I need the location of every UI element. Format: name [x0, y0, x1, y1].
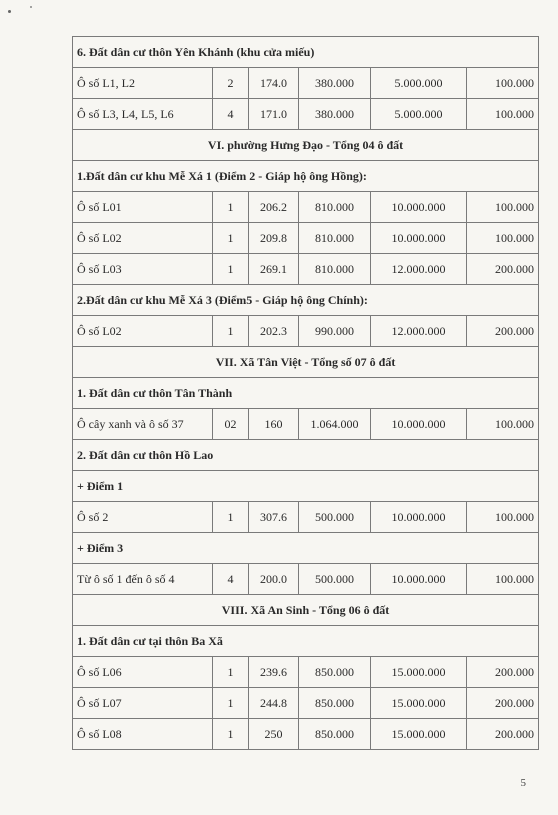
table-row: [73, 68, 539, 99]
area-cell: 202.3: [249, 316, 299, 347]
page-number: 5: [520, 777, 526, 789]
area-cell: 244.8: [249, 688, 299, 719]
table-row: [73, 316, 539, 347]
unit-price-cell: 810.000: [299, 254, 371, 285]
section-row: [73, 161, 539, 192]
starting-price-cell: 10.000.000: [371, 502, 467, 533]
table-row: [73, 223, 539, 254]
table-row: [73, 254, 539, 285]
unit-price-cell: 380.000: [299, 68, 371, 99]
region-heading-row: [73, 595, 539, 626]
area-cell: 209.8: [249, 223, 299, 254]
unit-price-cell: 1.064.000: [299, 409, 371, 440]
starting-price-cell: 12.000.000: [371, 316, 467, 347]
deposit-cell: 100.000: [467, 223, 539, 254]
section-row: [73, 37, 539, 68]
starting-price-cell: 5.000.000: [371, 99, 467, 130]
lot-name-cell: Ô số L02: [73, 316, 213, 347]
lot-count-cell: 1: [213, 316, 249, 347]
section-title: 1. Đất dân cư tại thôn Ba Xã: [73, 626, 539, 657]
lot-count-cell: 1: [213, 254, 249, 285]
deposit-cell: 100.000: [467, 502, 539, 533]
section-title: 2. Đất dân cư thôn Hồ Lao: [73, 440, 539, 471]
land-auction-table: [72, 36, 539, 750]
table-row: [73, 564, 539, 595]
lot-count-cell: 1: [213, 719, 249, 750]
lot-name-cell: Ô số 2: [73, 502, 213, 533]
lot-name-cell: Ô số L1, L2: [73, 68, 213, 99]
scan-speck: [30, 6, 32, 8]
region-heading-row: [73, 347, 539, 378]
area-cell: 269.1: [249, 254, 299, 285]
lot-name-cell: Ô số L02: [73, 223, 213, 254]
starting-price-cell: 10.000.000: [371, 223, 467, 254]
region-heading: VIII. Xã An Sinh - Tổng 06 ô đất: [73, 595, 539, 626]
table-row: [73, 409, 539, 440]
lot-name-cell: Ô cây xanh và ô số 37: [73, 409, 213, 440]
table-row: [73, 657, 539, 688]
starting-price-cell: 12.000.000: [371, 254, 467, 285]
region-heading: VI. phường Hưng Đạo - Tổng 04 ô đất: [73, 130, 539, 161]
starting-price-cell: 10.000.000: [371, 564, 467, 595]
unit-price-cell: 850.000: [299, 688, 371, 719]
lot-name-cell: Từ ô số 1 đến ô số 4: [73, 564, 213, 595]
lot-count-cell: 1: [213, 688, 249, 719]
area-cell: 307.6: [249, 502, 299, 533]
unit-price-cell: 500.000: [299, 564, 371, 595]
lot-count-cell: 02: [213, 409, 249, 440]
unit-price-cell: 990.000: [299, 316, 371, 347]
section-title: 6. Đất dân cư thôn Yên Khánh (khu cửa miếu): [73, 37, 539, 68]
lot-name-cell: Ô số L03: [73, 254, 213, 285]
starting-price-cell: 15.000.000: [371, 688, 467, 719]
subpoint-label: + Điểm 3: [73, 533, 539, 564]
starting-price-cell: 15.000.000: [371, 657, 467, 688]
table-row: [73, 688, 539, 719]
deposit-cell: 100.000: [467, 192, 539, 223]
lot-count-cell: 4: [213, 99, 249, 130]
unit-price-cell: 380.000: [299, 99, 371, 130]
deposit-cell: 100.000: [467, 68, 539, 99]
starting-price-cell: 5.000.000: [371, 68, 467, 99]
table-row: [73, 192, 539, 223]
scan-speck: [8, 10, 11, 13]
lot-count-cell: 1: [213, 657, 249, 688]
subpoint-row: [73, 471, 539, 502]
subpoint-row: [73, 533, 539, 564]
lot-name-cell: Ô số L07: [73, 688, 213, 719]
table-row: [73, 502, 539, 533]
deposit-cell: 100.000: [467, 409, 539, 440]
section-row: [73, 378, 539, 409]
lot-count-cell: 1: [213, 192, 249, 223]
lot-count-cell: 4: [213, 564, 249, 595]
deposit-cell: 100.000: [467, 564, 539, 595]
area-cell: 171.0: [249, 99, 299, 130]
starting-price-cell: 15.000.000: [371, 719, 467, 750]
section-title: 2.Đất dân cư khu Mễ Xá 3 (Điểm5 - Giáp hộ ông Chính):: [73, 285, 539, 316]
unit-price-cell: 850.000: [299, 719, 371, 750]
section-row: [73, 440, 539, 471]
unit-price-cell: 810.000: [299, 192, 371, 223]
subpoint-label: + Điểm 1: [73, 471, 539, 502]
area-cell: 239.6: [249, 657, 299, 688]
lot-name-cell: Ô số L3, L4, L5, L6: [73, 99, 213, 130]
table-row: [73, 99, 539, 130]
unit-price-cell: 500.000: [299, 502, 371, 533]
starting-price-cell: 10.000.000: [371, 409, 467, 440]
section-row: [73, 285, 539, 316]
deposit-cell: 100.000: [467, 99, 539, 130]
area-cell: 200.0: [249, 564, 299, 595]
lot-name-cell: Ô số L08: [73, 719, 213, 750]
lot-count-cell: 1: [213, 223, 249, 254]
section-title: 1.Đất dân cư khu Mễ Xá 1 (Điểm 2 - Giáp hộ ông Hồng):: [73, 161, 539, 192]
area-cell: 174.0: [249, 68, 299, 99]
deposit-cell: 200.000: [467, 316, 539, 347]
deposit-cell: 200.000: [467, 719, 539, 750]
deposit-cell: 200.000: [467, 688, 539, 719]
deposit-cell: 200.000: [467, 254, 539, 285]
table-row: [73, 719, 539, 750]
lot-count-cell: 1: [213, 502, 249, 533]
area-cell: 160: [249, 409, 299, 440]
section-title: 1. Đất dân cư thôn Tân Thành: [73, 378, 539, 409]
table-body: [73, 37, 539, 750]
region-heading: VII. Xã Tân Việt - Tổng số 07 ô đất: [73, 347, 539, 378]
starting-price-cell: 10.000.000: [371, 192, 467, 223]
area-cell: 206.2: [249, 192, 299, 223]
area-cell: 250: [249, 719, 299, 750]
section-row: [73, 626, 539, 657]
deposit-cell: 200.000: [467, 657, 539, 688]
unit-price-cell: 810.000: [299, 223, 371, 254]
lot-count-cell: 2: [213, 68, 249, 99]
lot-name-cell: Ô số L01: [73, 192, 213, 223]
lot-name-cell: Ô số L06: [73, 657, 213, 688]
unit-price-cell: 850.000: [299, 657, 371, 688]
region-heading-row: [73, 130, 539, 161]
